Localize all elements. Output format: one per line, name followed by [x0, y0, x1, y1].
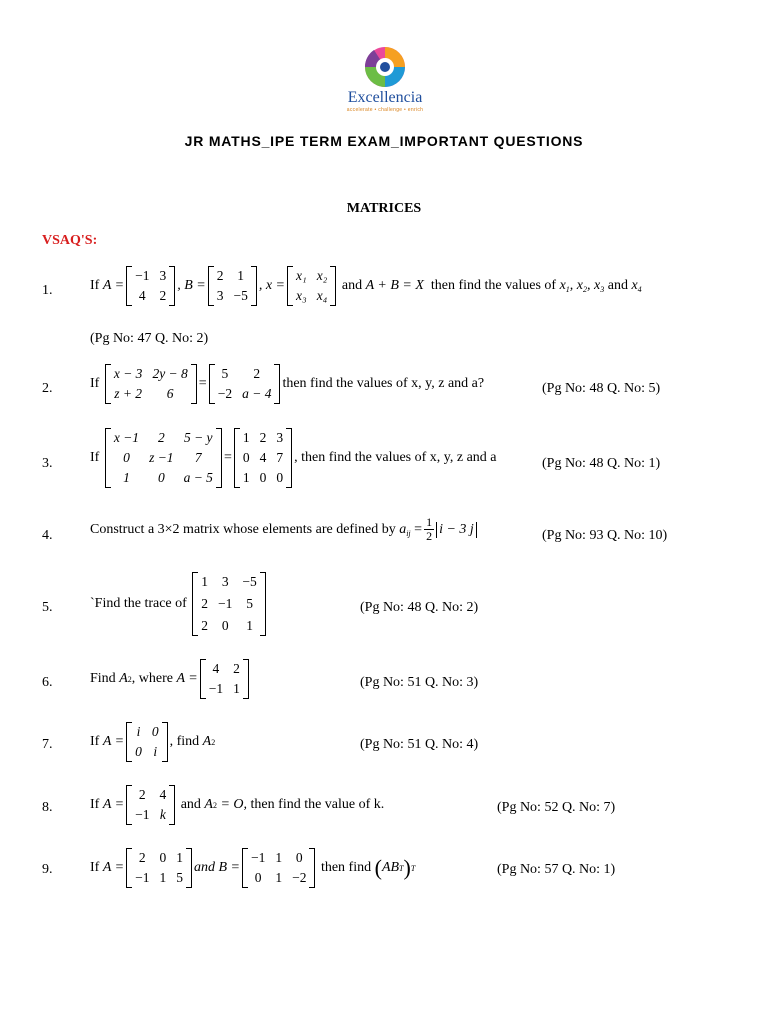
matrix-cell: 2 — [159, 288, 167, 303]
matrix-cell: x₂ — [316, 268, 328, 283]
matrix-symbol: A — [202, 734, 212, 749]
chapter-heading: MATRICES — [346, 201, 422, 216]
matrix-cell: 3 — [216, 288, 224, 303]
matrix-rhs — [209, 364, 281, 404]
and-b-label: and B = — [193, 860, 240, 875]
matrix-a — [200, 659, 249, 699]
matrix-rhs — [234, 428, 292, 488]
find-word: , find — [169, 734, 200, 749]
matrix-cell: 1 — [246, 618, 253, 633]
matrix-cell: −1 — [135, 870, 150, 885]
matrix-a — [126, 848, 192, 888]
variable: x — [631, 278, 638, 293]
if-word: If — [90, 860, 100, 875]
matrix-cell: 5 — [221, 366, 229, 381]
matrix-cell: 1 — [242, 470, 250, 485]
question-number: 5. — [42, 600, 53, 615]
matrix-b — [208, 266, 257, 306]
transpose-mark: T — [410, 863, 416, 873]
page-reference: (Pg No: 93 Q. No: 10) — [542, 528, 668, 543]
matrix-lhs — [105, 364, 197, 404]
matrix-cell: x₄ — [316, 288, 328, 303]
matrix-cell: 1 — [237, 268, 245, 283]
if-word: If — [90, 278, 100, 293]
and-word: and — [341, 278, 363, 293]
matrix-b — [242, 848, 316, 888]
matrix-cell: 5 — [246, 596, 253, 611]
transpose-mark: T — [399, 863, 404, 873]
matrix-label: A = — [176, 671, 198, 686]
question-number: 4. — [42, 528, 53, 543]
question-number: 2. — [42, 381, 53, 396]
matrix-cell: a − 4 — [242, 386, 272, 401]
question-2 — [90, 364, 484, 404]
question-6 — [90, 659, 251, 699]
matrix-cell: −5 — [233, 288, 248, 303]
and-word: and — [180, 797, 201, 812]
matrix-label: A = — [102, 734, 125, 749]
matrix-cell: 3 — [159, 268, 167, 283]
matrix-cell: −1 — [208, 681, 224, 696]
matrix-symbol: A — [204, 797, 213, 812]
pinwheel-logo-icon — [360, 44, 410, 90]
page-reference: (Pg No: 52 Q. No: 7) — [497, 800, 616, 815]
question-text: then find the values of — [430, 278, 557, 293]
subscript: 1 — [565, 285, 570, 294]
matrix-cell: i — [153, 744, 158, 759]
matrix-cell: −1 — [135, 807, 150, 822]
matrix-cell: 7 — [194, 450, 202, 465]
matrix-cell: 1 — [233, 681, 240, 696]
condition: = O, — [220, 797, 248, 812]
matrix-cell: 0 — [259, 470, 267, 485]
question-text: then find the values of x, y, z and a? — [282, 376, 485, 391]
question-3 — [90, 428, 497, 488]
matrix-cell: 0 — [276, 470, 284, 485]
trace-matrix — [192, 572, 266, 636]
matrix-symbol: A — [119, 671, 128, 686]
matrix-cell: z −1 — [149, 450, 174, 465]
matrix-cell: k — [159, 807, 166, 822]
matrix-cell: 2 — [216, 268, 224, 283]
question-text: Construct a 3×2 matrix whose elements are defined by — [90, 521, 396, 537]
matrix-cell: −5 — [242, 574, 257, 589]
fraction — [424, 516, 434, 543]
page-reference: (Pg No: 48 Q. No: 2) — [360, 600, 479, 615]
where-word: , where — [131, 671, 173, 686]
matrix-x — [287, 266, 336, 306]
matrix-cell: x −1 — [113, 430, 140, 445]
matrix-cell: i — [136, 724, 141, 739]
question-text: then find the value of k. — [250, 797, 385, 812]
question-8 — [90, 785, 384, 825]
matrix-cell: x₁ — [296, 268, 307, 283]
equals-sign: = — [223, 450, 232, 465]
excellencia-logo — [335, 44, 435, 114]
matrix-cell: 3 — [221, 574, 229, 589]
variable: x — [594, 278, 601, 293]
matrix-cell: 0 — [123, 450, 130, 465]
matrix-cell: 2 — [233, 661, 240, 676]
matrix-a — [126, 785, 175, 825]
matrix-cell: 4 — [212, 661, 220, 676]
matrix-cell: 2 — [157, 430, 165, 445]
matrix-lhs — [105, 428, 222, 488]
matrix-cell: 0 — [135, 744, 142, 759]
matrix-cell: x − 3 — [113, 366, 143, 381]
matrix-cell: 1 — [275, 850, 283, 865]
matrix-label: A = — [102, 797, 125, 812]
matrix-cell: 1 — [159, 870, 167, 885]
question-4 — [90, 516, 477, 543]
absolute-value: i − 3 j — [436, 522, 477, 538]
variable: x — [576, 278, 584, 293]
exponent: 2 — [212, 800, 217, 810]
matrix-cell: 1 — [123, 470, 130, 485]
page-reference: (Pg No: 57 Q. No: 1) — [497, 862, 616, 877]
question-7 — [90, 722, 215, 762]
matrix-cell: 4 — [159, 787, 167, 802]
equals-sign: = — [414, 521, 423, 537]
page-reference: (Pg No: 48 Q. No: 1) — [542, 456, 661, 471]
matrix-label: A = — [102, 860, 125, 875]
section-heading: VSAQ'S: — [42, 233, 98, 248]
matrix-cell: −2 — [292, 870, 307, 885]
if-word: If — [90, 734, 100, 749]
question-number: 7. — [42, 737, 53, 752]
matrix-cell: 5 − y — [183, 430, 213, 445]
matrix-cell: 1 — [242, 430, 250, 445]
matrix-cell: a − 5 — [183, 470, 213, 485]
matrix-cell: 0 — [157, 470, 165, 485]
matrix-cell: 2 — [201, 596, 209, 611]
page-reference: (Pg No: 51 Q. No: 4) — [360, 737, 479, 752]
question-number: 8. — [42, 800, 53, 815]
question-5 — [90, 572, 268, 636]
page-reference: (Pg No: 47 Q. No: 2) — [90, 331, 209, 346]
question-9: If A = 2 0 1 −1 1 5 and B = −1 1 0 0 1 −2 then find ( AB T ) T — [90, 848, 415, 888]
matrix-cell: 0 — [159, 850, 167, 865]
matrix-cell: 0 — [254, 870, 262, 885]
question-1: If A = −1 3 4 2 , B = 2 1 3 −5 , x = x₁ x₂ x₃ x₄ and A + B = X then find the values of $x_1$, $x_2$, $x_3$ and $x_4$ — [90, 266, 642, 306]
brand-name: Excellencia — [347, 89, 423, 106]
matrix-cell: 5 — [176, 870, 183, 885]
condition: A + B = X — [365, 278, 424, 293]
if-word: If — [90, 376, 100, 391]
subscript: 4 — [637, 285, 642, 294]
matrix-cell: x₃ — [296, 288, 307, 303]
if-word: If — [90, 797, 100, 812]
matrix-cell: 0 — [221, 618, 229, 633]
question-number: 9. — [42, 862, 53, 877]
product-expression: AB — [381, 860, 400, 875]
question-text: `Find the trace of — [90, 596, 187, 611]
matrix-cell: 4 — [138, 288, 146, 303]
element-symbol: a — [399, 521, 407, 537]
question-text: Find — [90, 671, 116, 686]
matrix-cell: z + 2 — [114, 386, 143, 401]
page-title: JR MATHS_IPE TERM EXAM_IMPORTANT QUESTIONS — [184, 133, 584, 149]
matrix-cell: 6 — [166, 386, 174, 401]
brand-tagline: accelerate • challenge • enrich — [346, 107, 424, 113]
fraction-denominator: 2 — [426, 529, 433, 543]
question-number: 6. — [42, 675, 53, 690]
matrix-cell: 1 — [176, 850, 183, 865]
matrix-cell: 2 — [259, 430, 267, 445]
subscript: 2 — [583, 285, 588, 294]
matrix-label: A = — [102, 278, 125, 293]
matrix-cell: 2 — [201, 618, 209, 633]
matrix-cell: 2 — [253, 366, 261, 381]
matrix-label: , x = — [258, 278, 285, 293]
question-text: then find — [320, 860, 372, 875]
page-reference: (Pg No: 48 Q. No: 5) — [542, 381, 661, 396]
matrix-cell: −1 — [218, 596, 233, 611]
matrix-cell: 0 — [151, 724, 159, 739]
matrix-cell: −1 — [135, 268, 150, 283]
matrix-a — [126, 266, 175, 306]
matrix-cell: 1 — [201, 574, 209, 589]
equals-sign: = — [198, 376, 207, 391]
exponent: 2 — [211, 737, 216, 747]
exponent: 2 — [127, 674, 132, 684]
page-reference: (Pg No: 51 Q. No: 3) — [360, 675, 479, 690]
if-word: If — [90, 450, 100, 465]
matrix-cell: 0 — [295, 850, 303, 865]
matrix-cell: −1 — [250, 850, 266, 865]
question-number: 3. — [42, 456, 53, 471]
matrix-a — [126, 722, 168, 762]
fraction-numerator: 1 — [426, 515, 433, 529]
question-text: , then find the values of x, y, z and a — [294, 450, 497, 465]
subscript: 3 — [600, 285, 605, 294]
matrix-cell: 1 — [275, 870, 283, 885]
matrix-cell: 4 — [259, 450, 267, 465]
matrix-cell: 2y − 8 — [152, 366, 188, 381]
matrix-cell: 2 — [138, 850, 146, 865]
and-word: and — [607, 278, 628, 293]
matrix-label: , B = — [177, 278, 206, 293]
matrix-cell: −2 — [217, 386, 233, 401]
matrix-cell: 0 — [242, 450, 250, 465]
matrix-cell: 7 — [276, 450, 284, 465]
matrix-cell: 3 — [276, 430, 284, 445]
question-number: 1. — [42, 283, 53, 298]
variable: x — [559, 278, 566, 293]
matrix-cell: 2 — [138, 787, 146, 802]
subscript: ij — [406, 528, 411, 538]
